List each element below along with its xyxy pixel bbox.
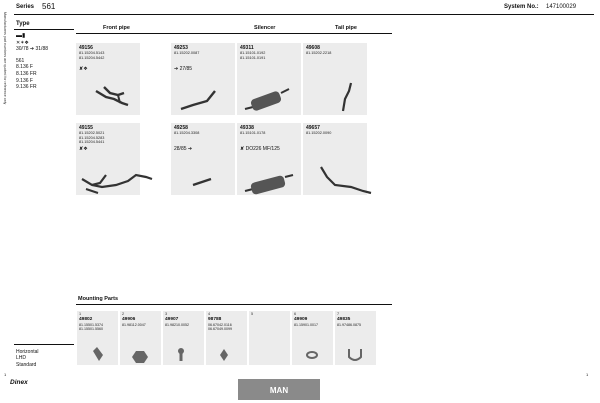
model-line: 9.136 FR (16, 84, 37, 91)
mounting-part-3[interactable] (163, 311, 204, 365)
system-number: 147100029 (546, 4, 577, 10)
part-card-straight-pipe[interactable] (171, 123, 235, 195)
part-number: 49311 (240, 45, 254, 51)
clamp-icon (206, 311, 247, 365)
mount-drive: LHD (16, 355, 27, 362)
model-line: 8.136 F (16, 64, 33, 71)
nut-icon (120, 311, 161, 365)
part-number: 49253 (174, 45, 188, 51)
column-front-pipe: Front pipe (103, 25, 130, 31)
bolt-icon (163, 311, 204, 365)
model-line: 8.136 FR (16, 70, 37, 77)
mounting-parts-title: Mounting Parts (78, 296, 119, 302)
mounting-part-7[interactable] (335, 311, 376, 365)
series-number: 561 (42, 2, 56, 11)
column-tail-pipe: Tail pipe (335, 25, 357, 31)
mounting-index: 6 (294, 312, 297, 316)
ref-number: 81.15202.0087 (174, 51, 200, 55)
ref-number: 81.15101.0178 (240, 131, 266, 135)
mounting-index: 7 (337, 312, 340, 316)
gasket-icon (292, 311, 333, 365)
part-number: 49338 (240, 125, 254, 131)
hanger-icon (77, 311, 118, 365)
fuel-symbols: ✕✶❖ (16, 39, 29, 46)
mounting-info (16, 349, 39, 368)
y-front-pipe-icon (76, 43, 140, 115)
page-number-left: 1 (4, 372, 7, 377)
straight-pipe-icon (171, 123, 235, 195)
mounting-part-4[interactable] (206, 311, 247, 365)
ref-number: 81.15202.0090 (306, 131, 332, 135)
page-number-right: 1 (586, 372, 589, 377)
ref-number: 81.15204.3308 (174, 131, 200, 135)
part-card-bent-pipe[interactable] (171, 43, 235, 115)
mounting-number: 49906 (122, 317, 136, 322)
mounting-number: 49802 (79, 317, 93, 322)
mount-orientation: Horizontal (16, 349, 39, 355)
ref-number: 81.15204.5283 (79, 135, 105, 140)
mounting-part-2[interactable] (120, 311, 161, 365)
model-line: 561 (16, 57, 25, 64)
period-from: 30/78 (16, 46, 29, 53)
silencer-long-icon (237, 123, 301, 195)
brand-band: MAN (238, 379, 320, 400)
silencer-icon (237, 43, 301, 115)
ref-number: 81.98210.0052 (165, 322, 189, 327)
part-card-front-pipe[interactable] (76, 43, 140, 115)
part-note: 28/85 ➔ (174, 146, 193, 152)
part-card-front-pipe-long[interactable] (76, 123, 140, 195)
part-note: ✘ DO226 MF/125 (240, 146, 280, 152)
part-note: ✘❖ (79, 66, 88, 72)
mounting-number: 49907 (165, 317, 179, 322)
u-clamp-icon (335, 311, 376, 365)
y-front-pipe-long-icon (76, 123, 156, 195)
part-number: 49258 (174, 125, 188, 131)
mounting-index: 4 (208, 312, 211, 316)
tail-pipe-icon (303, 43, 367, 115)
truck-icon: ▬▮ (16, 33, 26, 39)
mounting-number: 49835 (337, 317, 351, 322)
mount-variant: Standard (16, 361, 37, 368)
mounting-number: 49909 (294, 317, 308, 322)
dinex-logo: Dinex (10, 379, 28, 386)
mounting-part-6[interactable] (292, 311, 333, 365)
mounting-index: 5 (251, 312, 254, 316)
mounting-number: 98788 (208, 317, 222, 322)
ref-number: 06.67042.0116 (208, 322, 232, 327)
ref-number: 81.15204.5441 (79, 140, 105, 145)
system-label: System No.: (504, 4, 539, 10)
part-number: 49657 (306, 125, 320, 131)
ref-number: 81.15901.0017 (294, 322, 318, 327)
part-card-tail-pipe[interactable] (303, 43, 367, 115)
model-line: 9.136 F (16, 77, 33, 84)
ref-number: 81.15202.2218 (306, 51, 332, 55)
ref-number: 81.15101.0191 (240, 55, 266, 60)
ref-number: 06.67049.0099 (208, 326, 232, 331)
column-silencer: Silencer (254, 25, 276, 31)
ref-number: 81.15501.5374 (79, 322, 103, 327)
mount-info-divider (14, 344, 74, 345)
mounting-part-1[interactable] (77, 311, 118, 365)
part-number: 49156 (79, 45, 93, 51)
ref-number: 81.97486.0875 (337, 322, 361, 327)
header-divider (14, 14, 594, 15)
mounting-index: 1 (79, 312, 82, 316)
period-to: 31/88 (35, 46, 49, 53)
curved-tail-pipe-icon (303, 123, 383, 195)
mounting-index: 2 (122, 312, 125, 316)
ref-number: 81.15501.5560 (79, 326, 103, 331)
bent-pipe-icon (171, 43, 235, 115)
mounting-divider (76, 304, 392, 305)
series-label: Series (16, 4, 35, 10)
part-card-silencer[interactable] (237, 43, 301, 115)
part-note: ➔ 27/85 (174, 66, 193, 72)
ref-number: 81.98112.0047 (122, 322, 146, 327)
part-card-curved-tail-pipe[interactable] (303, 123, 367, 195)
part-note: ✘❖ (79, 146, 88, 152)
ref-number: 81.15202.5021 (79, 131, 105, 135)
mounting-part-5 (249, 311, 290, 365)
car-info (16, 33, 48, 91)
part-card-silencer-long[interactable] (237, 123, 301, 195)
mounting-index: 3 (165, 312, 168, 316)
arrow-icon: ➔ (29, 46, 36, 53)
columns-divider (76, 33, 392, 34)
type-divider (14, 29, 74, 30)
part-number: 49608 (306, 45, 320, 51)
part-number: 49155 (79, 125, 93, 131)
ref-number: 81.15204.5442 (79, 55, 105, 60)
ref-number: 81.15204.5143 (79, 51, 105, 55)
ref-number: 81.15101.0192 (240, 51, 266, 55)
side-disclaimer: Manufacturers part numbers are quoted for reference only (3, 12, 7, 105)
type-label: Type (16, 21, 30, 27)
production-period (16, 46, 48, 53)
